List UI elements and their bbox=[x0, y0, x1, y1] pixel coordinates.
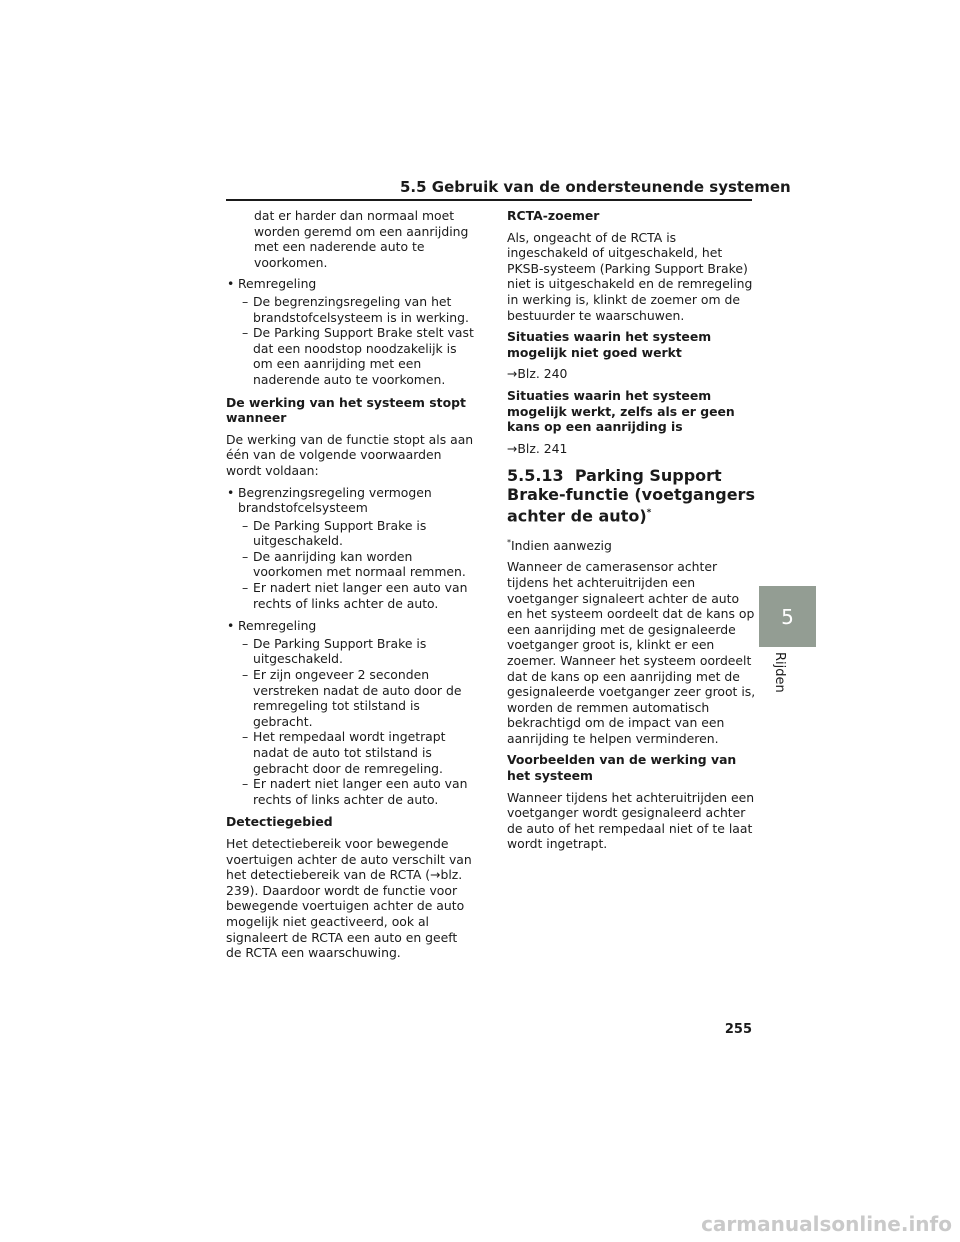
section-number: 5.5.13 bbox=[507, 466, 564, 486]
dash-item: – De begrenzingsregeling van het brandstofcelsysteem is in werking. bbox=[242, 293, 469, 325]
paragraph-voorbeelden: Wanneer tijdens het achteruitrijden een voetganger wordt gesignaleerd achter de auto of het rempedaal niet of te laat wordt ingetrapt. bbox=[507, 789, 755, 852]
paragraph-rcta: Als, ongeacht of de RCTA is ingeschakeld of uitgeschakeld, het PKSB-systeem (Parking Support Brake) niet is uitgeschakeld en de remregeling in werking is, klinkt de zoemer om de bestuurder te waarschuwen. bbox=[507, 229, 753, 323]
right-column bbox=[507, 208, 757, 858]
chapter-label: Rijden bbox=[772, 652, 787, 693]
footnote: *Indien aanwezig bbox=[507, 537, 612, 553]
page-reference-link[interactable]: →Blz. 241 bbox=[507, 440, 568, 456]
heading-geen-kans: Situaties waarin het systeem mogelijk werkt, zelfs als er geen kans op een aanrijding is bbox=[507, 387, 735, 435]
dash-item: – De Parking Support Brake is uitgeschakeld. bbox=[242, 635, 427, 667]
chapter-tab[interactable] bbox=[759, 586, 816, 647]
bullet-mark: • bbox=[227, 484, 235, 500]
dash-item: – De Parking Support Brake is uitgeschakeld. bbox=[242, 517, 427, 549]
bullet-label: Begrenzingsregeling vermogen brandstofcelsysteem bbox=[238, 484, 432, 516]
bullet-remregeling-2 bbox=[226, 618, 474, 634]
dash-item: – Er nadert niet langer een auto van rechts of links achter de auto. bbox=[242, 580, 468, 611]
continued-text: dat er harder dan normaal moet worden geremd om een aanrijding met een naderende auto te voorkomen. bbox=[254, 208, 469, 270]
heading-voorbeelden: Voorbeelden van de werking van het systeem bbox=[507, 752, 737, 784]
paragraph-detectiegebied: Het detectiebereik voor bewegende voertuigen achter de auto verschilt van het detectiebereik van de RCTA (→blz. 239). Daardoor wordt de functie voor bewegende voertuigen achter de auto mogelijk niet geactiveerd, ook al signaleert de RCTA een auto en geeft de RCTA een waarschuwing. bbox=[226, 835, 472, 961]
availability-star: * bbox=[646, 508, 652, 519]
paragraph-stop: De werking van de functie stopt als aan één van de volgende voorwaarden wordt voldaan: bbox=[226, 431, 474, 478]
bullet-begrenzing bbox=[226, 485, 474, 516]
bullet-mark: • bbox=[227, 618, 235, 634]
bullet-remregeling-1 bbox=[226, 276, 474, 292]
dash-item: – Er zijn ongeveer 2 seconden verstreken nadat de auto door de remregeling tot stilstand is gebracht. bbox=[242, 667, 462, 729]
footnote-star: * bbox=[507, 537, 511, 547]
section-title-text: Parking Support Brake-functie (voetgangers achter de auto) bbox=[507, 466, 755, 526]
bullet-mark: • bbox=[227, 276, 235, 292]
chapter-number: 5 bbox=[781, 604, 794, 629]
header-rule bbox=[226, 199, 752, 201]
dash-item: – De aanrijding kan worden voorkomen met normaal remmen. bbox=[242, 548, 466, 580]
dash-item: – Er nadert niet langer een auto van rechts of links achter de auto. bbox=[242, 776, 468, 807]
heading-rcta-zoemer: RCTA-zoemer bbox=[507, 208, 600, 223]
dash-item: – Het rempedaal wordt ingetrapt nadat de auto tot stilstand is gebracht door de remregeling. bbox=[242, 729, 446, 776]
heading-niet-goed: Situaties waarin het systeem mogelijk niet goed werkt bbox=[507, 329, 712, 360]
heading-detectiegebied: Detectiegebied bbox=[226, 814, 333, 830]
heading-stop: De werking van het systeem stopt wanneer bbox=[226, 394, 466, 426]
page-number: 255 bbox=[724, 1022, 752, 1037]
page-header-title: 5.5 Gebruik van de ondersteunende systemen bbox=[400, 178, 791, 196]
page-reference-link[interactable]: →Blz. 240 bbox=[507, 366, 568, 382]
paragraph-pedestrian: Wanneer de camerasensor achter tijdens het achteruitrijden een voetganger signaleert achter de auto en het systeem oordeelt dat de kans op een aanrijding met de gesignaleerde voetganger groot is, klinkt er een zoemer. Wanneer het systeem oordeelt dat de kans op een aanrijding met de gesignaleerde voetganger zeer groot is, worden de remmen automatisch bekrachtigd om de impact van een aanrijding te helpen verminderen. bbox=[507, 559, 756, 746]
left-column bbox=[226, 208, 474, 967]
bullet-label: Remregeling bbox=[238, 618, 317, 634]
section-title bbox=[507, 466, 757, 525]
watermark: carmanualsonline.info bbox=[701, 1212, 952, 1236]
bullet-label: Remregeling bbox=[238, 276, 317, 292]
dash-item: – De Parking Support Brake stelt vast dat een noodstop noodzakelijk is om een aanrijding met een naderende auto te voorkomen. bbox=[242, 325, 474, 387]
